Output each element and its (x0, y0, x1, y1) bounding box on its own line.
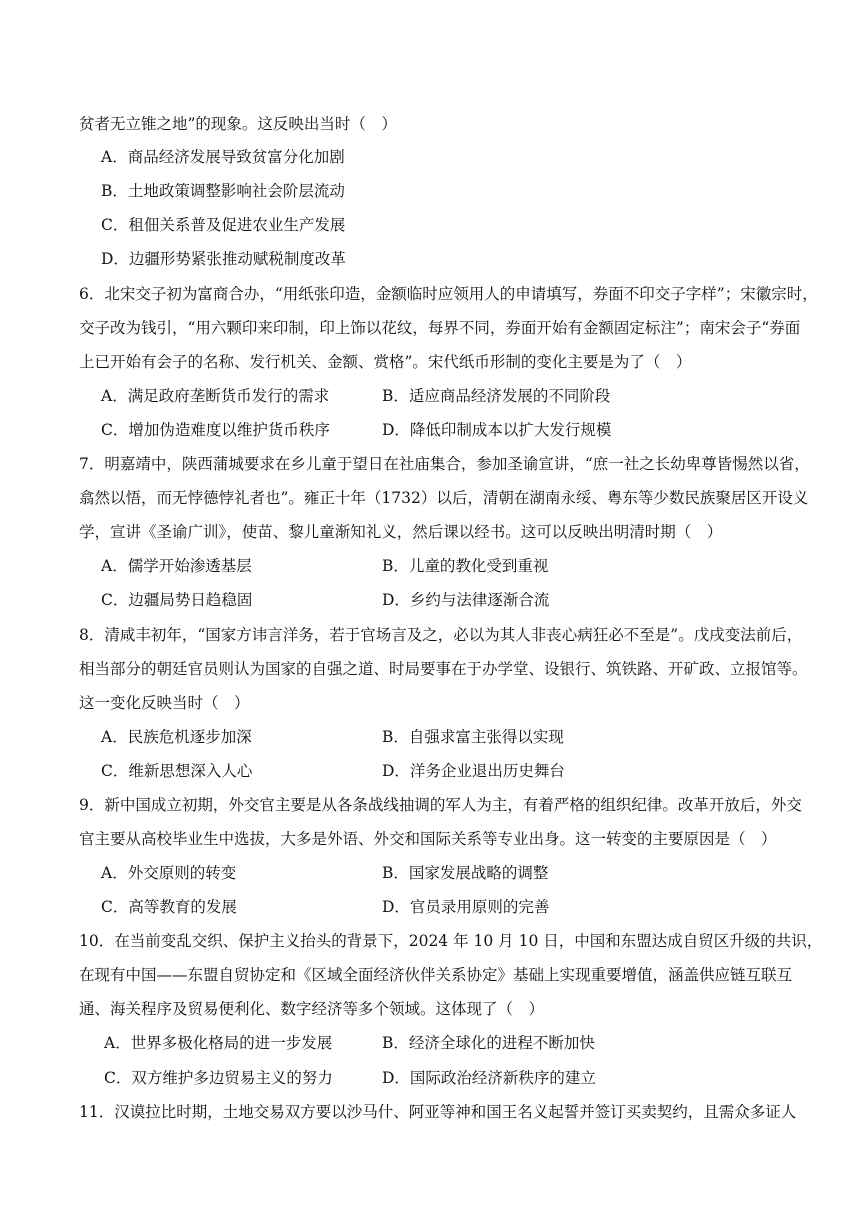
q10-stem-line: 在现有中国——东盟自贸协定和《区域全面经济伙伴关系协定》基础上实现重要增值，涵盖供应链互联互 (79, 966, 793, 984)
q10-option-c[interactable]: C．双方维护多边贸易主义的努力 (104, 1069, 333, 1087)
q6-stem-line: 上已开始有会子的名称、发行机关、金额、赏格”。宋代纸币形制的变化主要是为了（ ） (79, 353, 692, 371)
q9-option-a[interactable]: A．外交原则的转变 (101, 864, 237, 882)
q7-option-c[interactable]: C．边疆局势日趋稳固 (101, 591, 253, 609)
q10-option-b[interactable]: B．经济全球化的进程不断加快 (382, 1034, 595, 1052)
q10-option-d[interactable]: D．国际政治经济新秩序的建立 (382, 1069, 596, 1087)
q7-stem-line: 学，宣讲《圣谕广训》，使苗、黎儿童渐知礼义，然后课以经书。这可以反映出明清时期（ ） (79, 523, 723, 541)
q6-stem-line: 交子改为钱引，“用六颗印来印制，印上饰以花纹，每界不同，券面开始有金额固定标注”；南宋会子“券面 (79, 319, 801, 337)
q8-stem-line: 8．清咸丰初年，“国家方讳言洋务，若于官场言及之，必以为其人非丧心病狂必不至是”。戊戌变法前后， (79, 626, 803, 644)
q9-stem-line: 9．新中国成立初期，外交官主要是从各条战线抽调的军人为主，有着严格的组织纪律。改革开放后，外交 (79, 796, 802, 814)
q7-stem-line: 翕然以悟，而无悖德悖礼者也”。雍正十年（1732）以后，清朝在湖南永绥、粤东等少数民族聚居区开设义 (79, 489, 809, 507)
q7-stem-line: 7．明嘉靖中，陕西蒲城要求在乡儿童于望日在社庙集合，参加圣谕宣讲，“庶一社之长幼卑尊皆惕然以省， (79, 455, 810, 473)
q8-option-d[interactable]: D．洋务企业退出历史舞台 (382, 762, 565, 780)
q6-option-a[interactable]: A．满足政府垄断货币发行的需求 (101, 387, 330, 405)
q5-option-d[interactable]: D．边疆形势紧张推动赋税制度改革 (101, 250, 346, 268)
q6-option-c[interactable]: C．增加伪造难度以维护货币秩序 (101, 421, 330, 439)
q7-option-a[interactable]: A．儒学开始渗透基层 (101, 557, 252, 575)
q7-option-d[interactable]: D．乡约与法律逐渐合流 (382, 591, 550, 609)
q5-option-c[interactable]: C．租佃关系普及促进农业生产发展 (101, 216, 346, 234)
q6-stem-line: 6．北宋交子初为富商合办，“用纸张印造，金额临时应领用人的申请填写，券面不印交子字样”；宋徽宗时， (79, 285, 818, 303)
q8-option-c[interactable]: C．维新思想深入人心 (101, 762, 253, 780)
q6-option-d[interactable]: D．降低印制成本以扩大发行规模 (382, 421, 612, 439)
q10-stem-line: 通、海关程序及贸易便利化、数字经济等多个领域。这体现了（ ） (79, 1000, 545, 1018)
q10-option-a[interactable]: A．世界多极化格局的进一步发展 (104, 1034, 333, 1052)
q6-option-b[interactable]: B．适应商品经济发展的不同阶段 (382, 387, 611, 405)
q7-option-b[interactable]: B．儿童的教化受到重视 (382, 557, 549, 575)
q9-option-b[interactable]: B．国家发展战略的调整 (382, 864, 549, 882)
q8-stem-line: 这一变化反映当时（ ） (79, 694, 250, 712)
q5-option-b[interactable]: B．土地政策调整影响社会阶层流动 (101, 182, 345, 200)
q11-stem-line: 11．汉谟拉比时期，土地交易双方要以沙马什、阿亚等神和国王名义起誓并签订买卖契约，且需众多证人 (79, 1103, 797, 1121)
q9-option-d[interactable]: D．官员录用原则的完善 (382, 898, 550, 916)
q8-stem-line: 相当部分的朝廷官员则认为国家的自强之道、时局要事在于办学堂、设银行、筑铁路、开矿政、立报馆等。 (79, 660, 808, 678)
q9-stem-line: 官主要从高校毕业生中选拔，大多是外语、外交和国际关系等专业出身。这一转变的主要原因是（ ） (79, 830, 777, 848)
q5-stem-tail: 贫者无立锥之地”的现象。这反映出当时（ ） (79, 115, 397, 133)
q10-stem-line: 10．在当前变乱交织、保护主义抬头的背景下，2024 年 10 月 10 日，中国和东盟达成自贸区升级的共识， (79, 932, 823, 950)
q8-option-a[interactable]: A．民族危机逐步加深 (101, 728, 252, 746)
q5-option-a[interactable]: A．商品经济发展导致贫富分化加剧 (101, 148, 345, 166)
q9-option-c[interactable]: C．高等教育的发展 (101, 898, 237, 916)
q8-option-b[interactable]: B．自强求富主张得以实现 (382, 728, 564, 746)
